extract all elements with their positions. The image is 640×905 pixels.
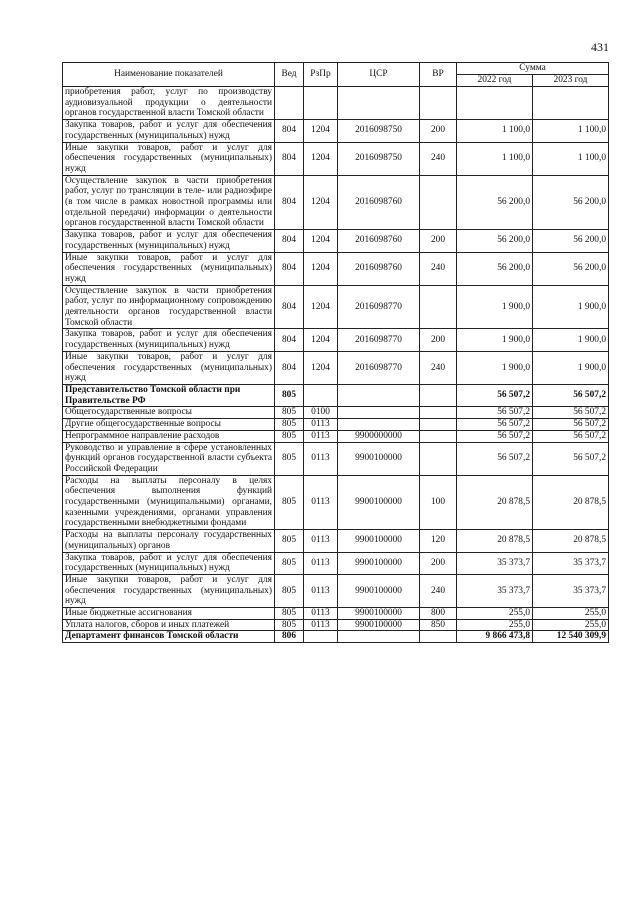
table-row bbox=[63, 574, 609, 607]
cell-csr: 9900100000 bbox=[338, 608, 420, 620]
cell-sum-2022: 56 200,0 bbox=[457, 230, 533, 252]
cell-csr: 2016098770 bbox=[338, 351, 420, 384]
cell-sum-2023: 1 900,0 bbox=[533, 329, 609, 351]
cell-sum-2023: 1 900,0 bbox=[533, 285, 609, 329]
cell-vr bbox=[420, 285, 457, 329]
table-row bbox=[63, 530, 609, 552]
cell-csr: 2016098770 bbox=[338, 329, 420, 351]
cell-sum-2023: 56 507,2 bbox=[533, 430, 609, 442]
cell-csr: 9900100000 bbox=[338, 619, 420, 631]
cell-name: Осуществление закупок в части приобретения работ, услуг по информационному сопровождению деятельности органов государственной власти Томской области bbox=[63, 285, 275, 329]
cell-vr bbox=[420, 419, 457, 431]
table-row bbox=[63, 142, 609, 175]
cell-ved: 805 bbox=[275, 619, 304, 631]
cell-ved: 805 bbox=[275, 475, 304, 530]
cell-name: Иные закупки товаров, работ и услуг для обеспечения государственных (муниципальных) нужд bbox=[63, 574, 275, 607]
cell-sum-2023: 56 507,2 bbox=[533, 419, 609, 431]
cell-csr: 9900100000 bbox=[338, 475, 420, 530]
cell-name: приобретения работ, услуг по производству аудиовизуальной продукции о деятельности органов государственной власти Томской области bbox=[63, 87, 275, 120]
cell-sum-2022: 1 900,0 bbox=[457, 329, 533, 351]
cell-sum-2022: 255,0 bbox=[457, 619, 533, 631]
cell-sum-2023: 56 507,2 bbox=[533, 384, 609, 406]
cell-sum-2023: 255,0 bbox=[533, 608, 609, 620]
cell-rzpr bbox=[304, 631, 338, 643]
table-row bbox=[63, 329, 609, 351]
cell-sum-2022: 1 100,0 bbox=[457, 120, 533, 142]
cell-sum-2023: 56 200,0 bbox=[533, 230, 609, 252]
cell-name: Иные закупки товаров, работ и услуг для обеспечения государственных (муниципальных) нужд bbox=[63, 351, 275, 384]
cell-ved: 804 bbox=[275, 120, 304, 142]
cell-ved: 805 bbox=[275, 530, 304, 552]
table-row bbox=[63, 87, 609, 120]
cell-vr: 240 bbox=[420, 574, 457, 607]
cell-ved: 805 bbox=[275, 552, 304, 574]
cell-sum-2023: 20 878,5 bbox=[533, 475, 609, 530]
cell-name: Иные закупки товаров, работ и услуг для обеспечения государственных (муниципальных) нужд bbox=[63, 142, 275, 175]
table-row bbox=[63, 475, 609, 530]
cell-name: Руководство и управление в сфере установленных функций органов государственной власти субъекта Российской Федерации bbox=[63, 442, 275, 475]
cell-rzpr: 1204 bbox=[304, 120, 338, 142]
cell-sum-2022: 20 878,5 bbox=[457, 530, 533, 552]
cell-sum-2022: 1 900,0 bbox=[457, 285, 533, 329]
table-row bbox=[63, 175, 609, 230]
cell-rzpr: 0113 bbox=[304, 552, 338, 574]
cell-sum-2023: 1 900,0 bbox=[533, 351, 609, 384]
cell-vr bbox=[420, 430, 457, 442]
cell-ved: 805 bbox=[275, 574, 304, 607]
cell-sum-2022: 56 507,2 bbox=[457, 430, 533, 442]
table-row bbox=[63, 608, 609, 620]
cell-rzpr: 1204 bbox=[304, 351, 338, 384]
cell-csr: 9900100000 bbox=[338, 552, 420, 574]
cell-rzpr: 0113 bbox=[304, 475, 338, 530]
cell-sum-2023: 1 100,0 bbox=[533, 142, 609, 175]
cell-sum-2022: 9 866 473,8 bbox=[457, 631, 533, 643]
cell-name: Иные закупки товаров, работ и услуг для обеспечения государственных (муниципальных) нужд bbox=[63, 252, 275, 285]
cell-ved: 805 bbox=[275, 407, 304, 419]
header-csr: ЦСР bbox=[338, 63, 420, 87]
cell-sum-2023 bbox=[533, 87, 609, 120]
cell-vr: 240 bbox=[420, 351, 457, 384]
cell-sum-2022: 255,0 bbox=[457, 608, 533, 620]
table-row bbox=[63, 430, 609, 442]
cell-sum-2023: 56 200,0 bbox=[533, 252, 609, 285]
cell-rzpr: 0113 bbox=[304, 530, 338, 552]
cell-csr bbox=[338, 87, 420, 120]
table-row bbox=[63, 230, 609, 252]
cell-ved: 805 bbox=[275, 442, 304, 475]
cell-rzpr: 1204 bbox=[304, 175, 338, 230]
cell-ved bbox=[275, 87, 304, 120]
cell-ved: 804 bbox=[275, 175, 304, 230]
header-sum: Сумма bbox=[457, 63, 609, 75]
cell-ved: 804 bbox=[275, 285, 304, 329]
cell-vr bbox=[420, 442, 457, 475]
table-row bbox=[63, 384, 609, 406]
cell-name: Закупка товаров, работ и услуг для обеспечения государственных (муниципальных) нужд bbox=[63, 329, 275, 351]
table-row bbox=[63, 351, 609, 384]
table-row bbox=[63, 619, 609, 631]
cell-sum-2022: 1 100,0 bbox=[457, 142, 533, 175]
cell-sum-2022: 1 900,0 bbox=[457, 351, 533, 384]
page-number: 431 bbox=[591, 40, 609, 54]
cell-sum-2023: 56 507,2 bbox=[533, 407, 609, 419]
cell-csr bbox=[338, 631, 420, 643]
cell-rzpr: 1204 bbox=[304, 285, 338, 329]
cell-sum-2022: 35 373,7 bbox=[457, 552, 533, 574]
cell-vr bbox=[420, 175, 457, 230]
cell-name: Общегосударственные вопросы bbox=[63, 407, 275, 419]
cell-rzpr bbox=[304, 87, 338, 120]
cell-sum-2022: 20 878,5 bbox=[457, 475, 533, 530]
cell-csr: 9900100000 bbox=[338, 574, 420, 607]
header-vr: ВР bbox=[420, 63, 457, 87]
cell-rzpr: 0113 bbox=[304, 442, 338, 475]
table-row bbox=[63, 120, 609, 142]
cell-sum-2023: 56 200,0 bbox=[533, 175, 609, 230]
cell-rzpr: 0100 bbox=[304, 407, 338, 419]
cell-sum-2023: 255,0 bbox=[533, 619, 609, 631]
cell-vr: 200 bbox=[420, 329, 457, 351]
cell-name: Расходы на выплаты персоналу государственных (муниципальных) органов bbox=[63, 530, 275, 552]
cell-sum-2022: 35 373,7 bbox=[457, 574, 533, 607]
cell-sum-2023: 1 100,0 bbox=[533, 120, 609, 142]
table-row bbox=[63, 442, 609, 475]
cell-vr: 240 bbox=[420, 142, 457, 175]
cell-name: Представительство Томской области при Правительстве РФ bbox=[63, 384, 275, 406]
cell-sum-2022: 56 507,2 bbox=[457, 442, 533, 475]
cell-vr: 240 bbox=[420, 252, 457, 285]
cell-sum-2022: 56 200,0 bbox=[457, 175, 533, 230]
header-year-2023: 2023 год bbox=[533, 75, 609, 87]
table-header bbox=[63, 63, 609, 87]
cell-rzpr: 1204 bbox=[304, 142, 338, 175]
cell-ved: 804 bbox=[275, 252, 304, 285]
cell-ved: 805 bbox=[275, 384, 304, 406]
cell-sum-2023: 20 878,5 bbox=[533, 530, 609, 552]
cell-csr bbox=[338, 407, 420, 419]
cell-sum-2023: 35 373,7 bbox=[533, 552, 609, 574]
cell-sum-2022: 56 507,2 bbox=[457, 407, 533, 419]
cell-rzpr: 0113 bbox=[304, 574, 338, 607]
cell-ved: 804 bbox=[275, 142, 304, 175]
cell-rzpr: 1204 bbox=[304, 230, 338, 252]
cell-csr bbox=[338, 384, 420, 406]
cell-sum-2023: 56 507,2 bbox=[533, 442, 609, 475]
cell-sum-2022: 56 507,2 bbox=[457, 419, 533, 431]
cell-csr bbox=[338, 419, 420, 431]
cell-vr: 200 bbox=[420, 230, 457, 252]
cell-rzpr: 0113 bbox=[304, 430, 338, 442]
cell-name: Закупка товаров, работ и услуг для обеспечения государственных (муниципальных) нужд bbox=[63, 120, 275, 142]
cell-vr: 120 bbox=[420, 530, 457, 552]
cell-name: Иные бюджетные ассигнования bbox=[63, 608, 275, 620]
cell-ved: 805 bbox=[275, 430, 304, 442]
cell-ved: 804 bbox=[275, 230, 304, 252]
cell-ved: 804 bbox=[275, 351, 304, 384]
cell-rzpr: 0113 bbox=[304, 619, 338, 631]
table-row bbox=[63, 252, 609, 285]
cell-vr bbox=[420, 407, 457, 419]
cell-csr: 2016098770 bbox=[338, 285, 420, 329]
table-row bbox=[63, 631, 609, 643]
cell-rzpr: 1204 bbox=[304, 329, 338, 351]
cell-vr: 200 bbox=[420, 120, 457, 142]
cell-rzpr: 1204 bbox=[304, 252, 338, 285]
cell-csr: 2016098750 bbox=[338, 120, 420, 142]
cell-csr: 9900100000 bbox=[338, 530, 420, 552]
cell-csr: 9900100000 bbox=[338, 442, 420, 475]
cell-vr: 200 bbox=[420, 552, 457, 574]
header-year-2022: 2022 год bbox=[457, 75, 533, 87]
header-rzpr: РзПр bbox=[304, 63, 338, 87]
table-row bbox=[63, 407, 609, 419]
cell-csr: 2016098760 bbox=[338, 175, 420, 230]
cell-name: Другие общегосударственные вопросы bbox=[63, 419, 275, 431]
table-row bbox=[63, 552, 609, 574]
cell-name: Закупка товаров, работ и услуг для обеспечения государственных (муниципальных) нужд bbox=[63, 552, 275, 574]
budget-table bbox=[62, 62, 609, 643]
cell-vr: 800 bbox=[420, 608, 457, 620]
header-name: Наименование показателей bbox=[63, 63, 275, 87]
cell-vr: 100 bbox=[420, 475, 457, 530]
cell-csr: 2016098760 bbox=[338, 252, 420, 285]
cell-name: Осуществление закупок в части приобретения работ, услуг по трансляции в теле- или радиоэфире (в том числе в рамках новостной программы или отдельной передачи) информации о деятельности органов государственной власти Томской области bbox=[63, 175, 275, 230]
cell-sum-2022 bbox=[457, 87, 533, 120]
table-row bbox=[63, 285, 609, 329]
cell-rzpr bbox=[304, 384, 338, 406]
cell-ved: 805 bbox=[275, 608, 304, 620]
cell-vr: 850 bbox=[420, 619, 457, 631]
cell-csr: 2016098760 bbox=[338, 230, 420, 252]
cell-rzpr: 0113 bbox=[304, 419, 338, 431]
cell-name: Уплата налогов, сборов и иных платежей bbox=[63, 619, 275, 631]
cell-sum-2023: 35 373,7 bbox=[533, 574, 609, 607]
header-ved: Вед bbox=[275, 63, 304, 87]
cell-vr bbox=[420, 384, 457, 406]
cell-name: Департамент финансов Томской области bbox=[63, 631, 275, 643]
cell-vr bbox=[420, 631, 457, 643]
cell-csr: 9900000000 bbox=[338, 430, 420, 442]
cell-rzpr: 0113 bbox=[304, 608, 338, 620]
cell-name: Расходы на выплаты персоналу в целях обеспечения выполнения функций государственными (муниципальными) органами, казенными учреждениями, органами управления государственными внебюджетными фондами bbox=[63, 475, 275, 530]
cell-sum-2023: 12 540 309,9 bbox=[533, 631, 609, 643]
table-body bbox=[63, 87, 609, 643]
cell-csr: 2016098750 bbox=[338, 142, 420, 175]
cell-ved: 806 bbox=[275, 631, 304, 643]
table-row bbox=[63, 419, 609, 431]
cell-sum-2022: 56 507,2 bbox=[457, 384, 533, 406]
cell-sum-2022: 56 200,0 bbox=[457, 252, 533, 285]
cell-ved: 805 bbox=[275, 419, 304, 431]
cell-ved: 804 bbox=[275, 329, 304, 351]
cell-vr bbox=[420, 87, 457, 120]
cell-name: Непрограммное направление расходов bbox=[63, 430, 275, 442]
cell-name: Закупка товаров, работ и услуг для обеспечения государственных (муниципальных) нужд bbox=[63, 230, 275, 252]
